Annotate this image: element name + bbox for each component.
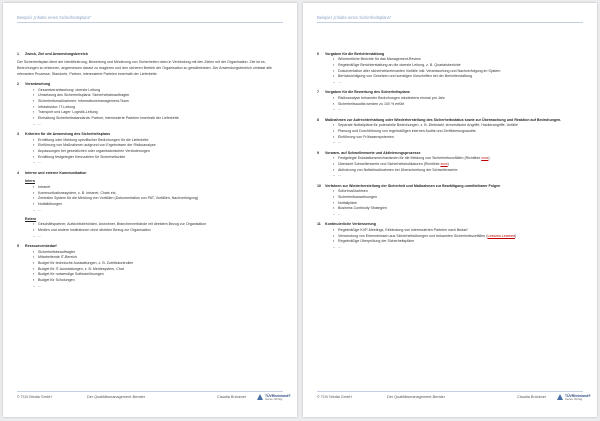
bullet-marker: ▪ [33,154,35,159]
bullet-marker: ▪ [333,134,335,139]
bullet-marker: ▪ [33,93,35,98]
bullet-marker: ▪ [33,196,35,201]
bullet-marker: ▪ [333,227,335,232]
section-title: Verantwortung [25,81,51,86]
dash-marker: – [33,283,35,288]
footer-book-title: Der Qualitätsmanagement-Berater [87,395,146,399]
section-number: 2 [17,81,19,86]
section-number: 4 [17,170,19,175]
bullet-list [33,88,283,128]
bullet-marker: ▪ [333,156,335,161]
bullet-marker: ▪ [33,87,35,92]
list-item [333,107,583,113]
list-item-text: Anpassungen bei gesetzlichen oder organisatorischen Veränderungen [38,149,150,154]
subsection-internal [25,179,283,239]
document-page-left [3,3,297,417]
tuv-logo [257,394,291,404]
text-fragment: … [338,245,342,250]
bullet-list [33,138,283,167]
bullet-marker: ▪ [333,200,335,205]
dash-marker: – [333,245,335,250]
section-title: Interne und externe Kommunikation [25,170,87,175]
list-item-text: Zentrales System für die Meldung von Vorfällen (Dokumentation von PAT, Vorfällen, Nachverfolgung) [38,196,199,201]
list-item [333,212,583,218]
section-heading [17,171,283,177]
bullet-marker: ▪ [33,261,35,265]
bullet-marker: ▪ [333,74,335,79]
bullet-marker: ▪ [33,227,35,232]
section-title: Kontinuierliche Verbesserung [325,222,376,227]
logo-triangle-icon [257,394,263,400]
page-body [17,47,283,387]
dash-marker: – [33,160,35,165]
list-item-text: Gesamtverantwortung: oberste Leitung [38,87,101,92]
bullet-marker: ▪ [33,202,35,207]
list-item-text: Sofortmaßnahmen [338,189,368,194]
section-number: 5 [17,243,19,248]
text-fragment: Aktivierung von Notfallmaßnahmen bei Überschreitung der Schwellenwerte [338,167,458,172]
list-item-text: … [38,233,42,238]
section-title: Vorgaben für die Bewertung des Sicherheitsplans [325,90,410,95]
list-item-text: … [38,207,42,212]
document-page-right [303,3,597,417]
logo-triangle-icon [557,394,563,400]
list-item-text: Berücksichtigung von Gesetzen und sonstigen Vorschriften bei der Berichterstattung [338,74,473,79]
bullet-list [333,57,583,86]
section-title: Verfahren zur Wiederherstellung der Sicherheit und Maßnahmen zur Bewältigung unmittelbarer Folgen [325,183,501,188]
bullet-marker: ▪ [333,239,335,244]
text-fragment: Übersicht Schwellenwerte und Sicherheitsindikatoren (Richtlinie [338,161,441,166]
list-item-text: Wöchentliche Berichte für das Management-Review [338,57,421,62]
section-number: 8 [317,117,319,122]
bullet-marker: ▪ [33,266,35,271]
bullet-list [333,123,583,146]
list-item-text: Ermittlung oder Meldung spezifischer Bedrohungen für die Lieferkette [38,137,149,142]
list-item-text: Medien und andere Institutionen ohne direkten Bezug zur Organisation [38,227,151,232]
list-item-text: … [38,283,42,288]
dash-marker: – [33,233,35,238]
dash-marker: – [333,80,335,85]
page-header: Beispiel „Inhalte eines Sicherheitsplans“ [317,15,583,23]
section-number: 7 [317,90,319,95]
bullet-list [333,156,583,179]
page-footer [317,391,591,403]
bullet-marker: ▪ [333,57,335,62]
section-paragraph: Der Sicherheitsplan dient der Identifizierung, Bewertung und Minderung von Sicherheiten oben in Verbindung mit den Zielen mit der Organisation. Ziel ist es, Bedrohungen zu erkennen, angemessen darauf zu reagieren und den sicheren Betrieb der Organisation zu gewährleisten. Der Anwendungsbereich umfasst alle relevanten Prozesse, Standorte, Partner, interessierte Parteien innerhalb der Lieferkette. [17,60,272,76]
page-header: Beispiel „Inhalte eines Sicherheitsplans“ [17,15,283,23]
list-item-text [338,245,342,251]
page-footer [17,391,291,403]
section-number: 10 [317,183,321,188]
list-item-text: Notfallübungen [38,202,63,207]
dash-marker: – [33,207,35,212]
bullet-marker: ▪ [333,101,335,106]
bullet-list [333,96,583,113]
bullet-marker: ▪ [33,137,35,142]
bullet-marker: ▪ [333,95,335,100]
section-number: 3 [17,131,19,136]
bullet-marker: ▪ [333,123,335,128]
reference-link[interactable]: xxxx [440,161,448,166]
list-item-text: Umsetzung des Sicherheitsplans: Sicherheitsbeauftragter [38,93,130,98]
section-title: Zweck, Ziel und Anwendungsbereich [25,51,88,56]
list-item [33,122,283,128]
list-item-text: Separate Notfallpläne für potenzielle Bedrohungen, z. B. Diebstahl, terroristische Angriffe, Hackerangriffe, Unfälle [338,123,518,128]
section-number: 11 [317,222,321,227]
dash-marker: – [333,107,335,112]
bullet-marker: ▪ [333,233,335,238]
list-item-text: … [338,140,342,145]
section-heading [17,52,283,58]
dash-marker: – [333,173,335,178]
list-item-text [338,173,342,179]
list-item [333,80,583,86]
bullet-marker: ▪ [333,206,335,211]
bullet-marker: ▪ [33,222,35,227]
bullet-marker: ▪ [33,278,35,283]
list-item-text: Mitarbeitende IT-Bereich [38,255,78,260]
list-item-text: … [338,80,342,85]
list-item-text: Kommunikationssystem, z. B. Intranet, Chats etc. [38,190,117,195]
bullet-list [333,228,583,251]
bullet-marker: ▪ [33,149,35,154]
list-item-text: Einhaltung Sicherheitsstandards: Partner, interessierte Parteien innerhalb der Lieferkette [38,116,179,121]
list-item-text: Budget für IT-Ausstattungen, z. B. Meldesystem, Chat [38,266,124,271]
bullet-marker: ▪ [333,189,335,194]
list-item-text: Intranet [38,185,51,190]
text-fragment: Festgelegte Eskalationsmechanismen für die Meldung von Sicherheitsvorfällen (Richtlinie [338,156,482,161]
list-item [33,284,283,290]
text-fragment: ) [447,161,449,166]
bullet-marker: ▪ [33,116,35,121]
bullet-marker: ▪ [333,128,335,133]
bullet-marker: ▪ [33,110,35,115]
list-item [333,245,583,251]
page-body [317,47,583,387]
footer-author: Claudia Brückner [217,395,247,399]
bullet-marker: ▪ [333,167,335,172]
text-fragment: Verwendung von Erkenntnissen aus Sicherheitsübungen und bekannten Sicherheitsvorfällen ( [338,233,488,238]
section-title: Ressourcenbedarf [25,243,57,248]
footer-author: Claudia Brückner [517,395,547,399]
list-item-text: Planung und Durchführung von regelmäßigen internen Audits und Zertifizierungsaudits [338,128,476,133]
list-item-text: Ermittlung festgelegter Kennzahlen für Sicherheitsziele [38,154,126,159]
logo-text: TÜVRheinland® [265,394,291,398]
subsection-label: Extern [25,216,37,221]
bullet-marker: ▪ [33,185,35,190]
list-item-text: Sicherheitsmaßnahmen: Informationsmanagement-Team [38,98,129,103]
list-item-text: Dokumentation aller sicherheitsrelevanten Vorfälle inkl. Verantwortung und Nachverfolgung im System [338,68,501,73]
bullet-list [33,222,283,239]
list-item-text: … [38,121,42,126]
list-item-text: Budget für notwendige Softwarelösungen [38,272,104,277]
logo-text: TÜVRheinland® [565,394,591,398]
footer-copyright: © TÜV Media GmbH [317,395,352,399]
text-fragment: … [338,173,342,178]
list-item-text: Sicherheitsaudits werden zu 100 % erfüllt [338,101,404,106]
list-item [33,208,283,214]
list-item-text: Budget für Schulungen [38,278,75,283]
dash-marker: – [333,140,335,145]
dash-marker: – [33,121,35,126]
bullet-marker: ▪ [333,194,335,199]
bullet-marker: ▪ [33,272,35,277]
bullet-list [33,250,283,290]
bullet-marker: ▪ [33,104,35,109]
list-item-text: Einführung von Maßnahmen aufgrund von Ergebnissen der Risikoanalyse [38,143,156,148]
list-item-text: … [38,160,42,165]
section-title: Maßnahmen zur Aufrechterhaltung oder Wiederherstellung des Sicherheitsstatus sowie zur Überwachung und Reaktion auf Bedrohungen. [325,117,562,122]
section-title: Vorwarn- auf Schwellenwerte und Aktivierungsprozesse [325,150,421,155]
section-number: 1 [17,51,19,56]
logo-tagline: Genau. Richtig. [265,398,283,401]
section-number: 9 [317,150,319,155]
text-fragment: ) [488,156,490,161]
text-fragment: ) [515,233,517,238]
list-item-text: … [338,212,342,217]
subsection-label: Intern [25,179,35,184]
list-item-text: Sicherheitsanweisungen [338,194,377,199]
list-item-text: Sicherheitsbeauftragter [38,249,76,254]
bullet-marker: ▪ [33,249,35,254]
section-number: 6 [317,51,319,56]
bullet-marker: ▪ [333,161,335,166]
bullet-marker: ▪ [333,68,335,73]
reference-link[interactable]: xxxx [481,156,489,161]
dash-marker: – [333,212,335,217]
bullet-marker: ▪ [33,143,35,148]
text-fragment: Regelmäßige Überprüfung der Sicherheitspläne [338,239,415,244]
tuv-logo [557,394,591,404]
list-item-text: Geschäftspartner, Aufsichtsbehörden, Anwohner, Branchenverbände mit direktem Bezug zur Organisation [38,222,207,227]
list-item-text: Notfallpläne [338,200,357,205]
list-item-text [338,239,414,245]
list-item-text: Transport und Lager: Logistik-Leitung [38,110,98,115]
bullet-marker: ▪ [333,62,335,67]
list-item-text: Einführung von Frühwarnsystemen [338,134,394,139]
bullet-list [333,189,583,218]
list-item-text: Business Continuity Strategien [338,206,387,211]
footer-copyright: © TÜV Media GmbH [17,395,52,399]
reference-link[interactable]: Lessons Learned [487,233,516,238]
list-item-text: Regelmäßige Berichterstattung an die oberste Leitung, z. B. Quartalsberichte [338,62,461,67]
bullet-marker: ▪ [33,255,35,260]
logo-tagline: Genau. Richtig. [565,398,583,401]
list-item-text: Risikoanalyse bekannter Bedrohungen mindestens einmal pro Jahr [338,95,445,100]
bullet-marker: ▪ [33,98,35,103]
list-item-text: Infrastruktur: IT-Leitung [38,104,76,109]
list-item [33,160,283,166]
list-item [33,234,283,240]
bullet-list [33,185,283,214]
list-item [333,140,583,146]
bullet-marker: ▪ [33,190,35,195]
footer-book-title: Der Qualitätsmanagement-Berater [387,395,446,399]
list-item-text: … [338,107,342,112]
list-item [333,173,583,179]
text-fragment: Regelmäßige KVP-Meetings, Einbindung von interessierten Parteien nach Bedarf [338,227,468,232]
list-item-text [338,168,457,174]
section-title: Kriterien für die Anwendung des Sicherheitsplans [25,131,111,136]
list-item-text: Budget für technische Ausstattungen, z. B. Zutrittskontrollen [38,261,134,265]
section-title: Vorgaben für die Berichterstattung [325,51,385,56]
